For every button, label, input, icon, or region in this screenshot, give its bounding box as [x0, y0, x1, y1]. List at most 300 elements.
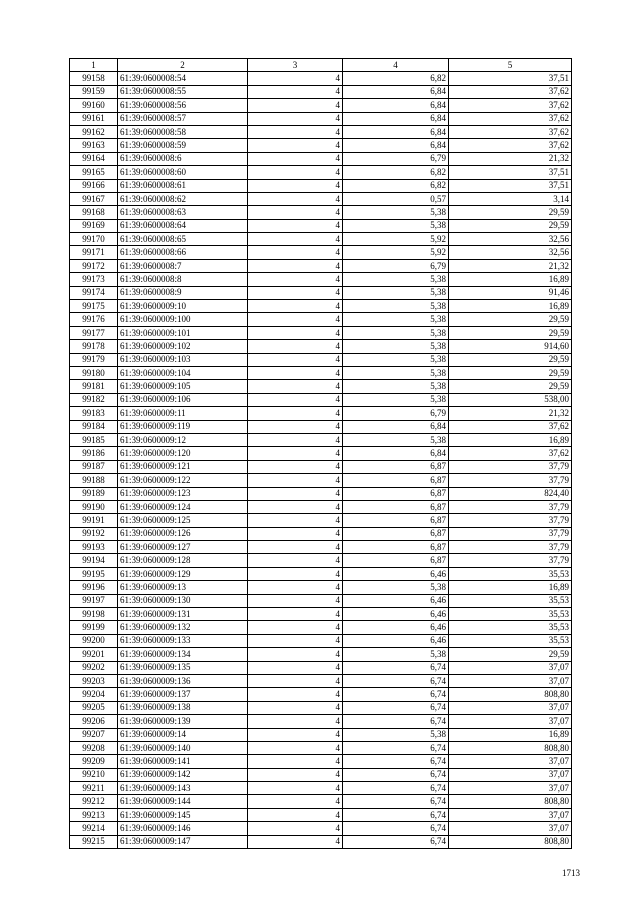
col4-cell: 5,38 [343, 380, 449, 393]
col5-cell: 35,53 [449, 567, 572, 580]
row-number-cell: 99211 [70, 782, 118, 795]
row-number-cell: 99174 [70, 286, 118, 299]
row-number-cell: 99183 [70, 407, 118, 420]
table-row [70, 661, 572, 674]
col4-cell: 6,74 [343, 741, 449, 754]
col3-cell: 4 [248, 313, 343, 326]
col5-cell: 29,59 [449, 313, 572, 326]
col3-cell: 4 [248, 835, 343, 848]
col5-cell: 35,53 [449, 634, 572, 647]
table-row [70, 541, 572, 554]
col4-cell: 5,38 [343, 300, 449, 313]
table-row [70, 581, 572, 594]
row-number-cell: 99197 [70, 594, 118, 607]
col5-cell: 37,51 [449, 179, 572, 192]
col3-cell: 4 [248, 527, 343, 540]
table-row [70, 674, 572, 687]
col3-cell: 4 [248, 500, 343, 513]
row-number-cell: 99159 [70, 85, 118, 98]
col5-cell: 37,07 [449, 715, 572, 728]
col4-cell: 6,74 [343, 795, 449, 808]
col4-cell: 6,84 [343, 139, 449, 152]
col3-cell: 4 [248, 594, 343, 607]
col3-cell: 4 [248, 728, 343, 741]
col5-cell: 37,79 [449, 460, 572, 473]
col4-cell: 6,87 [343, 474, 449, 487]
table-row [70, 313, 572, 326]
cadastral-number-cell: 61:39:0600009:140 [118, 741, 248, 754]
col4-cell: 6,87 [343, 500, 449, 513]
row-number-cell: 99198 [70, 608, 118, 621]
col3-cell: 4 [248, 741, 343, 754]
col4-cell: 6,82 [343, 179, 449, 192]
col3-cell: 4 [248, 755, 343, 768]
col5-cell: 37,79 [449, 514, 572, 527]
table-row [70, 112, 572, 125]
cadastral-number-cell: 61:39:0600009:145 [118, 808, 248, 821]
col4-cell: 6,87 [343, 460, 449, 473]
cadastral-number-cell: 61:39:0600009:14 [118, 728, 248, 741]
col4-cell: 5,38 [343, 366, 449, 379]
col5-cell: 21,32 [449, 259, 572, 272]
col5-cell: 29,59 [449, 353, 572, 366]
row-number-cell: 99161 [70, 112, 118, 125]
col4-cell: 6,74 [343, 688, 449, 701]
col3-cell: 4 [248, 393, 343, 406]
cadastral-number-cell: 61:39:0600009:143 [118, 782, 248, 795]
table-row [70, 366, 572, 379]
table-row [70, 648, 572, 661]
col3-cell: 4 [248, 326, 343, 339]
table-row [70, 822, 572, 835]
cadastral-number-cell: 61:39:0600009:147 [118, 835, 248, 848]
col3-cell: 4 [248, 139, 343, 152]
col3-cell: 4 [248, 554, 343, 567]
table-row [70, 715, 572, 728]
col3-cell: 4 [248, 661, 343, 674]
col5-cell: 37,62 [449, 85, 572, 98]
col3-cell: 4 [248, 608, 343, 621]
col4-cell: 5,38 [343, 393, 449, 406]
cadastral-number-cell: 61:39:0600008:64 [118, 219, 248, 232]
row-number-cell: 99168 [70, 206, 118, 219]
table-row [70, 782, 572, 795]
col5-cell: 29,59 [449, 648, 572, 661]
cadastral-number-cell: 61:39:0600008:6 [118, 152, 248, 165]
col5-cell: 37,62 [449, 99, 572, 112]
col5-cell: 808,80 [449, 688, 572, 701]
col4-cell: 0,57 [343, 192, 449, 205]
col4-cell: 6,74 [343, 782, 449, 795]
table-row [70, 166, 572, 179]
cadastral-number-cell: 61:39:0600008:9 [118, 286, 248, 299]
row-number-cell: 99176 [70, 313, 118, 326]
table-row [70, 514, 572, 527]
col5-cell: 21,32 [449, 152, 572, 165]
table-row [70, 447, 572, 460]
col4-cell: 6,74 [343, 835, 449, 848]
cadastral-number-cell: 61:39:0600009:13 [118, 581, 248, 594]
cadastral-number-cell: 61:39:0600008:7 [118, 259, 248, 272]
cadastral-number-cell: 61:39:0600009:127 [118, 541, 248, 554]
row-number-cell: 99214 [70, 822, 118, 835]
col3-cell: 4 [248, 219, 343, 232]
col5-cell: 91,46 [449, 286, 572, 299]
table-row [70, 500, 572, 513]
row-number-cell: 99158 [70, 72, 118, 85]
col4-cell: 6,46 [343, 621, 449, 634]
col4-cell: 6,87 [343, 527, 449, 540]
row-number-cell: 99196 [70, 581, 118, 594]
col3-cell: 4 [248, 487, 343, 500]
col5-cell: 808,80 [449, 741, 572, 754]
table-row [70, 420, 572, 433]
table-row [70, 179, 572, 192]
col3-cell: 4 [248, 166, 343, 179]
cadastral-number-cell: 61:39:0600009:119 [118, 420, 248, 433]
header-row [70, 59, 572, 72]
col5-cell: 29,59 [449, 366, 572, 379]
col3-cell: 4 [248, 581, 343, 594]
table-row [70, 808, 572, 821]
col3-cell: 4 [248, 648, 343, 661]
col3-cell: 4 [248, 433, 343, 446]
table-row [70, 621, 572, 634]
cadastral-number-cell: 61:39:0600008:66 [118, 246, 248, 259]
col5-cell: 37,07 [449, 822, 572, 835]
col5-cell: 37,62 [449, 420, 572, 433]
col5-cell: 37,07 [449, 701, 572, 714]
col4-cell: 5,92 [343, 246, 449, 259]
col5-cell: 37,79 [449, 474, 572, 487]
table-row [70, 353, 572, 366]
table-row [70, 688, 572, 701]
cadastral-number-cell: 61:39:0600009:136 [118, 674, 248, 687]
cadastral-number-cell: 61:39:0600008:59 [118, 139, 248, 152]
col3-cell: 4 [248, 460, 343, 473]
col5-cell: 29,59 [449, 380, 572, 393]
table-row [70, 768, 572, 781]
col3-cell: 4 [248, 99, 343, 112]
col4-cell: 6,46 [343, 567, 449, 580]
table-row [70, 273, 572, 286]
column-header-3: 3 [248, 59, 343, 72]
table-row [70, 608, 572, 621]
col4-cell: 5,38 [343, 728, 449, 741]
col5-cell: 37,51 [449, 72, 572, 85]
col3-cell: 4 [248, 72, 343, 85]
row-number-cell: 99206 [70, 715, 118, 728]
col5-cell: 16,89 [449, 433, 572, 446]
row-number-cell: 99207 [70, 728, 118, 741]
table-row [70, 259, 572, 272]
row-number-cell: 99215 [70, 835, 118, 848]
cadastral-number-cell: 61:39:0600009:125 [118, 514, 248, 527]
row-number-cell: 99199 [70, 621, 118, 634]
cadastral-number-cell: 61:39:0600009:128 [118, 554, 248, 567]
col3-cell: 4 [248, 179, 343, 192]
cadastral-number-cell: 61:39:0600008:65 [118, 233, 248, 246]
col5-cell: 37,62 [449, 125, 572, 138]
col4-cell: 6,87 [343, 554, 449, 567]
table-row [70, 72, 572, 85]
table-row [70, 755, 572, 768]
col5-cell: 35,53 [449, 621, 572, 634]
col4-cell: 5,38 [343, 326, 449, 339]
page-number: 1713 [562, 868, 580, 878]
col5-cell: 29,59 [449, 219, 572, 232]
col5-cell: 35,53 [449, 608, 572, 621]
col4-cell: 6,74 [343, 808, 449, 821]
col3-cell: 4 [248, 701, 343, 714]
col3-cell: 4 [248, 353, 343, 366]
row-number-cell: 99182 [70, 393, 118, 406]
row-number-cell: 99212 [70, 795, 118, 808]
row-number-cell: 99205 [70, 701, 118, 714]
cadastral-number-cell: 61:39:0600008:55 [118, 85, 248, 98]
column-header-2: 2 [118, 59, 248, 72]
table-row [70, 393, 572, 406]
row-number-cell: 99177 [70, 326, 118, 339]
row-number-cell: 99173 [70, 273, 118, 286]
row-number-cell: 99209 [70, 755, 118, 768]
cadastral-number-cell: 61:39:0600009:133 [118, 634, 248, 647]
cadastral-number-cell: 61:39:0600009:101 [118, 326, 248, 339]
col4-cell: 5,38 [343, 219, 449, 232]
column-header-1: 1 [70, 59, 118, 72]
table-row [70, 99, 572, 112]
table-row [70, 326, 572, 339]
table-row [70, 634, 572, 647]
col3-cell: 4 [248, 286, 343, 299]
cadastral-number-cell: 61:39:0600009:139 [118, 715, 248, 728]
cadastral-number-cell: 61:39:0600009:11 [118, 407, 248, 420]
table-row [70, 85, 572, 98]
row-number-cell: 99162 [70, 125, 118, 138]
row-number-cell: 99167 [70, 192, 118, 205]
col3-cell: 4 [248, 407, 343, 420]
col3-cell: 4 [248, 621, 343, 634]
table-row [70, 741, 572, 754]
col4-cell: 6,74 [343, 755, 449, 768]
cadastral-number-cell: 61:39:0600008:57 [118, 112, 248, 125]
row-number-cell: 99175 [70, 300, 118, 313]
col5-cell: 538,00 [449, 393, 572, 406]
table-row [70, 433, 572, 446]
col5-cell: 16,89 [449, 300, 572, 313]
col4-cell: 6,74 [343, 661, 449, 674]
row-number-cell: 99184 [70, 420, 118, 433]
row-number-cell: 99166 [70, 179, 118, 192]
col5-cell: 35,53 [449, 594, 572, 607]
col3-cell: 4 [248, 233, 343, 246]
cadastral-number-cell: 61:39:0600009:132 [118, 621, 248, 634]
col3-cell: 4 [248, 514, 343, 527]
cadastral-number-cell: 61:39:0600009:131 [118, 608, 248, 621]
table-row [70, 340, 572, 353]
cadastral-number-cell: 61:39:0600009:106 [118, 393, 248, 406]
col3-cell: 4 [248, 567, 343, 580]
row-number-cell: 99160 [70, 99, 118, 112]
row-number-cell: 99193 [70, 541, 118, 554]
cadastral-number-cell: 61:39:0600009:142 [118, 768, 248, 781]
col3-cell: 4 [248, 300, 343, 313]
cadastral-number-cell: 61:39:0600008:8 [118, 273, 248, 286]
row-number-cell: 99188 [70, 474, 118, 487]
table-row [70, 139, 572, 152]
col5-cell: 808,80 [449, 835, 572, 848]
col5-cell: 37,79 [449, 500, 572, 513]
table-row [70, 701, 572, 714]
col4-cell: 6,74 [343, 701, 449, 714]
col5-cell: 37,07 [449, 674, 572, 687]
col3-cell: 4 [248, 474, 343, 487]
col5-cell: 37,51 [449, 166, 572, 179]
row-number-cell: 99204 [70, 688, 118, 701]
row-number-cell: 99178 [70, 340, 118, 353]
row-number-cell: 99187 [70, 460, 118, 473]
col3-cell: 4 [248, 366, 343, 379]
col5-cell: 37,62 [449, 112, 572, 125]
col5-cell: 37,07 [449, 768, 572, 781]
col4-cell: 6,84 [343, 112, 449, 125]
col4-cell: 6,74 [343, 768, 449, 781]
cadastral-number-cell: 61:39:0600008:63 [118, 206, 248, 219]
table-row [70, 380, 572, 393]
cadastral-number-cell: 61:39:0600009:137 [118, 688, 248, 701]
table-row [70, 835, 572, 848]
row-number-cell: 99189 [70, 487, 118, 500]
col3-cell: 4 [248, 152, 343, 165]
col4-cell: 6,84 [343, 420, 449, 433]
col4-cell: 5,38 [343, 273, 449, 286]
col3-cell: 4 [248, 192, 343, 205]
col5-cell: 914,60 [449, 340, 572, 353]
row-number-cell: 99163 [70, 139, 118, 152]
table-row [70, 474, 572, 487]
col3-cell: 4 [248, 246, 343, 259]
col3-cell: 4 [248, 112, 343, 125]
cadastral-number-cell: 61:39:0600009:146 [118, 822, 248, 835]
cadastral-number-cell: 61:39:0600009:123 [118, 487, 248, 500]
col4-cell: 6,87 [343, 487, 449, 500]
col4-cell: 5,38 [343, 206, 449, 219]
row-number-cell: 99179 [70, 353, 118, 366]
row-number-cell: 99165 [70, 166, 118, 179]
table-row [70, 206, 572, 219]
col5-cell: 37,79 [449, 527, 572, 540]
row-number-cell: 99181 [70, 380, 118, 393]
col4-cell: 6,74 [343, 674, 449, 687]
col4-cell: 6,79 [343, 407, 449, 420]
col5-cell: 29,59 [449, 206, 572, 219]
cadastral-number-cell: 61:39:0600009:124 [118, 500, 248, 513]
column-header-4: 4 [343, 59, 449, 72]
col5-cell: 37,07 [449, 782, 572, 795]
col3-cell: 4 [248, 674, 343, 687]
cadastral-number-cell: 61:39:0600009:102 [118, 340, 248, 353]
cadastral-number-cell: 61:39:0600009:103 [118, 353, 248, 366]
col3-cell: 4 [248, 273, 343, 286]
col5-cell: 32,56 [449, 233, 572, 246]
col3-cell: 4 [248, 782, 343, 795]
data-table [69, 58, 572, 849]
cadastral-number-cell: 61:39:0600009:105 [118, 380, 248, 393]
table-row [70, 594, 572, 607]
col3-cell: 4 [248, 447, 343, 460]
table-row [70, 300, 572, 313]
col4-cell: 6,84 [343, 99, 449, 112]
col5-cell: 37,62 [449, 139, 572, 152]
table-row [70, 192, 572, 205]
table-row [70, 487, 572, 500]
row-number-cell: 99210 [70, 768, 118, 781]
row-number-cell: 99203 [70, 674, 118, 687]
col5-cell: 37,07 [449, 808, 572, 821]
table-row [70, 527, 572, 540]
col4-cell: 6,84 [343, 125, 449, 138]
col3-cell: 4 [248, 420, 343, 433]
col4-cell: 6,84 [343, 447, 449, 460]
col4-cell: 6,79 [343, 259, 449, 272]
table-row [70, 567, 572, 580]
col3-cell: 4 [248, 259, 343, 272]
col4-cell: 6,87 [343, 541, 449, 554]
col3-cell: 4 [248, 768, 343, 781]
row-number-cell: 99190 [70, 500, 118, 513]
col3-cell: 4 [248, 340, 343, 353]
row-number-cell: 99170 [70, 233, 118, 246]
col4-cell: 6,74 [343, 822, 449, 835]
cadastral-number-cell: 61:39:0600009:141 [118, 755, 248, 768]
table-row [70, 125, 572, 138]
col3-cell: 4 [248, 634, 343, 647]
row-number-cell: 99195 [70, 567, 118, 580]
row-number-cell: 99208 [70, 741, 118, 754]
col4-cell: 6,82 [343, 166, 449, 179]
col3-cell: 4 [248, 541, 343, 554]
col4-cell: 6,46 [343, 594, 449, 607]
cadastral-number-cell: 61:39:0600008:58 [118, 125, 248, 138]
cadastral-number-cell: 61:39:0600008:56 [118, 99, 248, 112]
table-row [70, 233, 572, 246]
col3-cell: 4 [248, 715, 343, 728]
col5-cell: 3,14 [449, 192, 572, 205]
cadastral-number-cell: 61:39:0600009:100 [118, 313, 248, 326]
col4-cell: 6,74 [343, 715, 449, 728]
cadastral-number-cell: 61:39:0600008:54 [118, 72, 248, 85]
col4-cell: 6,79 [343, 152, 449, 165]
row-number-cell: 99186 [70, 447, 118, 460]
table-row [70, 728, 572, 741]
cadastral-number-cell: 61:39:0600009:104 [118, 366, 248, 379]
col3-cell: 4 [248, 380, 343, 393]
column-header-5: 5 [449, 59, 572, 72]
col5-cell: 37,07 [449, 661, 572, 674]
col4-cell: 6,46 [343, 634, 449, 647]
cadastral-number-cell: 61:39:0600009:12 [118, 433, 248, 446]
col5-cell: 37,07 [449, 755, 572, 768]
cadastral-number-cell: 61:39:0600009:130 [118, 594, 248, 607]
table-row [70, 407, 572, 420]
cadastral-number-cell: 61:39:0600009:135 [118, 661, 248, 674]
col4-cell: 5,38 [343, 581, 449, 594]
col5-cell: 16,89 [449, 581, 572, 594]
row-number-cell: 99171 [70, 246, 118, 259]
table-row [70, 795, 572, 808]
col4-cell: 6,84 [343, 85, 449, 98]
col5-cell: 37,62 [449, 447, 572, 460]
